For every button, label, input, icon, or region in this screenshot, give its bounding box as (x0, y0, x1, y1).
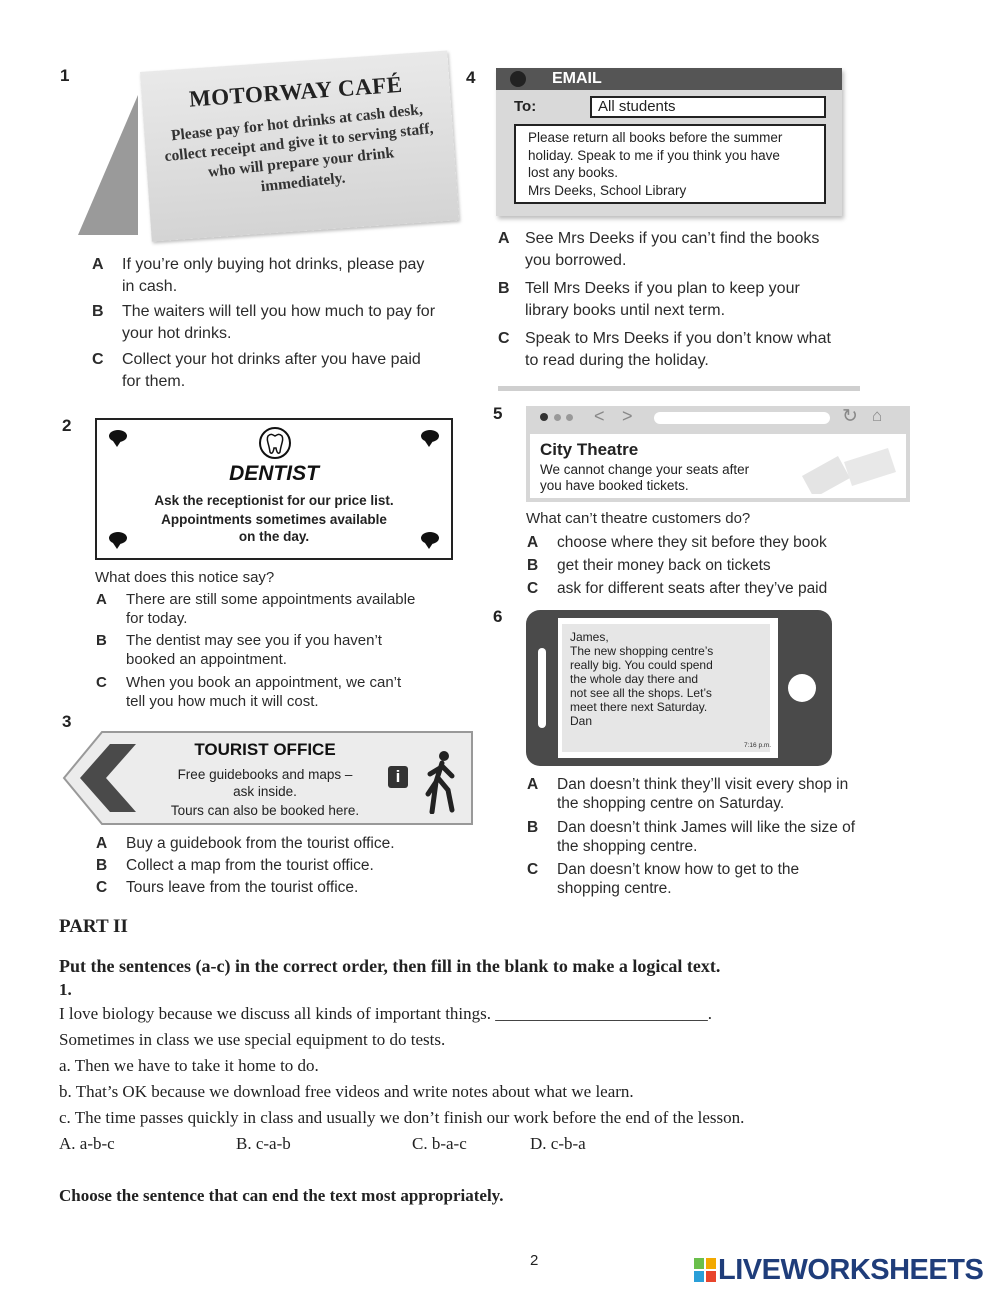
forward-icon[interactable]: > (622, 406, 633, 426)
liveworksheets-logo-icon (694, 1258, 716, 1282)
message-line: Dan (570, 714, 593, 728)
option-text: Tours leave from the tourist office. (126, 879, 359, 896)
q1-option-c[interactable] (92, 349, 462, 395)
message-line: the whole day there and (570, 672, 699, 686)
option-letter: B (96, 632, 107, 649)
info-icon: i (388, 766, 408, 788)
choice-c[interactable]: C. b-a-c (412, 1134, 467, 1153)
option-text: Tell Mrs Deeks if you plan to keep your library books until next term. (525, 280, 800, 319)
option-letter: B (92, 303, 104, 320)
q6-option-a[interactable] (527, 775, 917, 815)
option-letter: C (527, 861, 539, 878)
option-letter: B (498, 280, 510, 297)
liveworksheets-logo[interactable]: LIVEWORKSHEETS (718, 1254, 984, 1286)
option-letter: C (498, 330, 510, 347)
option-letter: C (96, 674, 107, 691)
question-number-3: 3 (62, 712, 72, 731)
dentist-line-3: on the day. (238, 529, 310, 544)
email-to-field: All students (590, 96, 826, 118)
option-text: There are still some appointments available for today. (126, 591, 416, 627)
email-body (514, 124, 826, 204)
envelope-icon (510, 71, 526, 87)
question-number-1: 1 (60, 66, 70, 85)
question-number-2: 2 (62, 416, 72, 435)
option-text: See Mrs Deeks if you can’t find the books you borrowed. (525, 230, 820, 269)
q3-option-c[interactable] (96, 877, 476, 899)
option-letter: A (92, 256, 104, 273)
dot-icon (554, 414, 561, 421)
dentist-title: DENTIST (229, 462, 319, 485)
part2-instruction: Put the sentences (a-c) in the correct order, then fill in the blank to make a logical text. (59, 956, 721, 976)
tourist-line-3: Tours can also be booked here. (170, 803, 360, 818)
home-icon[interactable]: ⌂ (872, 406, 883, 425)
email-body-line: Mrs Deeks, School Library (528, 182, 687, 198)
q1-option-a[interactable] (92, 254, 462, 300)
message-line: meet there next Saturday. (570, 700, 708, 714)
option-text: Collect your hot drinks after you have paid for them. (122, 351, 421, 390)
question-number-5: 5 (493, 404, 503, 423)
tourist-title: TOURIST OFFICE (194, 740, 336, 759)
q4-option-b[interactable] (498, 278, 858, 324)
option-text: Dan doesn’t think James will like the size of the shopping centre. (557, 819, 856, 855)
q4-option-c[interactable] (498, 328, 858, 374)
browser-window (526, 406, 910, 502)
q5-option-b[interactable] (527, 555, 907, 577)
message-line: James, (570, 630, 609, 644)
option-letter: C (92, 351, 104, 368)
cafe-sign-title: MOTORWAY CAFÉ (188, 71, 404, 112)
phone-speaker (538, 648, 546, 728)
message-line: not see all the shops. Let’s (570, 686, 712, 700)
tourist-line-1: Free guidebooks and maps – (177, 767, 353, 782)
message-line: really big. You could spend (570, 658, 713, 672)
dentist-line-2: Appointments sometimes available (161, 512, 387, 527)
q2-question: What does this notice say? (95, 569, 275, 586)
theatre-line-1: We cannot change your seats after (540, 462, 750, 477)
option-letter: B (527, 819, 539, 836)
q5-question: What can’t theatre customers do? (526, 510, 751, 527)
option-text: Dan doesn’t know how to get to the shopping centre. (557, 861, 800, 897)
page-number: 2 (530, 1252, 539, 1269)
email-to-label: To: (514, 98, 537, 115)
option-text: choose where they sit before they book (557, 534, 827, 551)
option-text: When you book an appointment, we can’t tell you how much it will cost. (126, 674, 402, 710)
dentist-line-1: Ask the receptionist for our price list. (154, 493, 394, 508)
back-icon[interactable]: < (594, 406, 605, 426)
option-text: Dan doesn’t think they’ll visit every shop in the shopping centre on Saturday. (557, 776, 849, 812)
email-body-line: lost any books. (528, 165, 619, 180)
option-text: ask for different seats after they’ve paid (557, 580, 828, 597)
speech-bubble-icon (109, 430, 127, 442)
message-line: The new shopping centre’s (570, 644, 714, 658)
browser-content (530, 434, 906, 498)
q5-option-c[interactable] (527, 578, 907, 600)
theatre-line-2: you have booked tickets. (540, 478, 689, 493)
cafe-sign-text: Please pay for hot drinks at cash desk, collect receipt and give it to serving staff, who will prepare your drink immediately. (163, 101, 435, 196)
q1-option-b[interactable] (92, 301, 462, 347)
tooth-icon (259, 426, 291, 460)
passage-line-1: I love biology because we discuss all kinds of important things. _________________________. (59, 1004, 713, 1023)
tourist-sign (62, 730, 474, 826)
dentist-sign (95, 418, 453, 560)
tourist-line-2: ask inside. (233, 784, 297, 799)
option-letter: C (527, 580, 539, 597)
part2-instruction-2: Choose the sentence that can end the text most appropriately. (59, 1186, 504, 1205)
choice-a[interactable]: A. a-b-c (59, 1134, 115, 1153)
passage-line-2: Sometimes in class we use special equipment to do tests. (59, 1030, 446, 1049)
ticket-icon (792, 442, 902, 494)
email-header (496, 68, 842, 90)
sentence-b: b. That’s OK because we download free videos and write notes about what we learn. (59, 1082, 634, 1101)
option-text: If you’re only buying hot drinks, please pay in cash. (122, 256, 425, 295)
cafe-sign (140, 51, 459, 242)
option-text: Buy a guidebook from the tourist office. (126, 835, 395, 852)
q3-option-a[interactable] (96, 833, 476, 855)
sentence-c: c. The time passes quickly in class and usually we don’t finish our work before the end of the lesson. (59, 1108, 745, 1127)
phone-home-button (788, 674, 816, 702)
option-text: Speak to Mrs Deeks if you don’t know what to read during the holiday. (525, 330, 831, 369)
option-letter: B (96, 857, 108, 874)
divider (498, 386, 860, 391)
theatre-title: City Theatre (540, 440, 639, 459)
question-number-6: 6 (493, 607, 503, 626)
speech-bubble-icon (421, 430, 439, 442)
email-header-label: EMAIL (552, 70, 602, 87)
address-bar[interactable] (654, 412, 830, 424)
option-letter: A (96, 591, 107, 608)
option-text: The dentist may see you if you haven’t booked an appointment. (126, 632, 382, 668)
refresh-icon[interactable]: ↻ (842, 406, 858, 427)
walking-person-icon (418, 750, 464, 814)
sentence-a: a. Then we have to take it home to do. (59, 1056, 319, 1075)
dot-icon (540, 413, 548, 421)
q4-option-a[interactable] (498, 228, 858, 274)
option-letter: A (96, 835, 108, 852)
option-letter: C (96, 879, 108, 896)
dot-icon (566, 414, 573, 421)
choice-b[interactable]: B. c-a-b (236, 1134, 291, 1153)
option-text: Collect a map from the tourist office. (126, 857, 374, 874)
q5-option-a[interactable] (527, 532, 907, 554)
option-letter: B (527, 557, 539, 574)
phone (526, 610, 832, 766)
choice-d[interactable]: D. c-b-a (530, 1134, 586, 1153)
item-number: 1. (59, 980, 72, 999)
email-card (496, 68, 842, 216)
q2-option-a[interactable] (96, 590, 476, 630)
part-heading: PART II (59, 916, 128, 937)
message-time: 7:16 p.m. (744, 742, 772, 749)
question-number-4: 4 (466, 68, 476, 87)
q3-option-b[interactable] (96, 855, 476, 877)
option-letter: A (527, 776, 539, 793)
q2-option-b[interactable] (96, 631, 476, 671)
text-message (562, 624, 770, 752)
option-letter: A (527, 534, 539, 551)
q2-option-c[interactable] (96, 673, 476, 713)
option-letter: A (498, 230, 510, 247)
q6-option-c[interactable] (527, 860, 917, 900)
option-text: get their money back on tickets (557, 557, 771, 574)
option-text: The waiters will tell you how much to pay for your hot drinks. (122, 303, 436, 342)
q6-option-b[interactable] (527, 818, 917, 858)
email-body-line: Please return all books before the summer (528, 130, 783, 145)
cafe-sign-back (78, 95, 138, 235)
email-body-line: holiday. Speak to me if you think you have (528, 147, 780, 163)
